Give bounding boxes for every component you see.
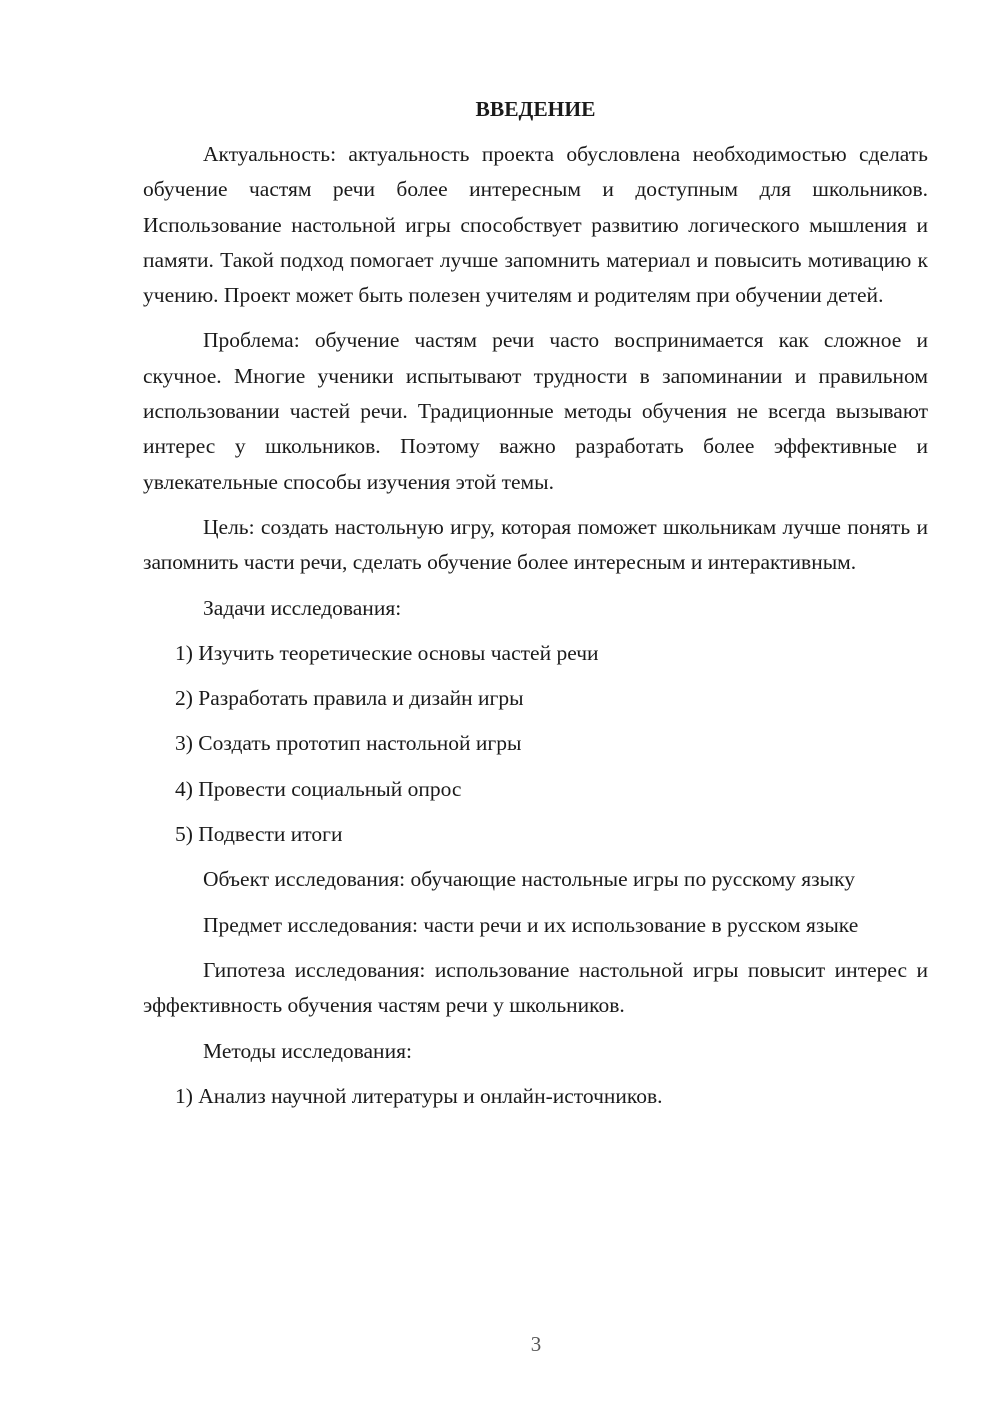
list-item: 1) Изучить теоретические основы частей речи	[175, 640, 599, 665]
tasks-heading: Задачи исследования:	[203, 595, 402, 620]
methods-list	[143, 1079, 928, 1114]
methods-heading: Методы исследования:	[203, 1038, 412, 1063]
list-item: 5) Подвести итоги	[175, 822, 343, 847]
goal-paragraph: Цель: создать настольную игру, которая поможет школьникам лучше понять и запомнить части речи, сделать обучение более интересным и интерактивным.	[143, 514, 928, 575]
list-item: 2) Разработать правила и дизайн игры	[175, 686, 524, 711]
list-item: 3) Создать прототип настольной игры	[175, 731, 522, 756]
tasks-list	[143, 636, 928, 852]
section-title: ВВЕДЕНИЕ	[475, 97, 596, 121]
list-item: 1) Анализ научной литературы и онлайн-источников.	[175, 1083, 663, 1108]
object-paragraph: Объект исследования: обучающие настольные игры по русскому языку	[203, 867, 856, 892]
document-page	[143, 92, 928, 1124]
subject-paragraph: Предмет исследования: части речи и их использование в русском языке	[203, 912, 859, 937]
problem-paragraph: Проблема: обучение частям речи часто воспринимается как сложное и скучное. Многие ученики испытывают трудности в запоминании и правильном использовании частей речи. Традиционные методы обучения не всегда вызывают интерес у школьников. Поэтому важно разработать более эффективные и увлекательные способы изучения этой темы.	[143, 328, 928, 494]
list-item: 4) Провести социальный опрос	[175, 776, 462, 801]
page-number: 3	[530, 1332, 542, 1356]
relevance-paragraph: Актуальность: актуальность проекта обусловлена необходимостью сделать обучение частям речи более интересным и доступным для школьников. Использование настольной игры способствует развитию логического мышления и памяти. Такой подход помогает лучше запомнить материал и повысить мотивацию к учению. Проект может быть полезен учителям и родителям при обучении детей.	[143, 142, 928, 308]
hypothesis-paragraph: Гипотеза исследования: использование настольной игры повысит интерес и эффективность обучения частям речи у школьников.	[143, 957, 928, 1018]
